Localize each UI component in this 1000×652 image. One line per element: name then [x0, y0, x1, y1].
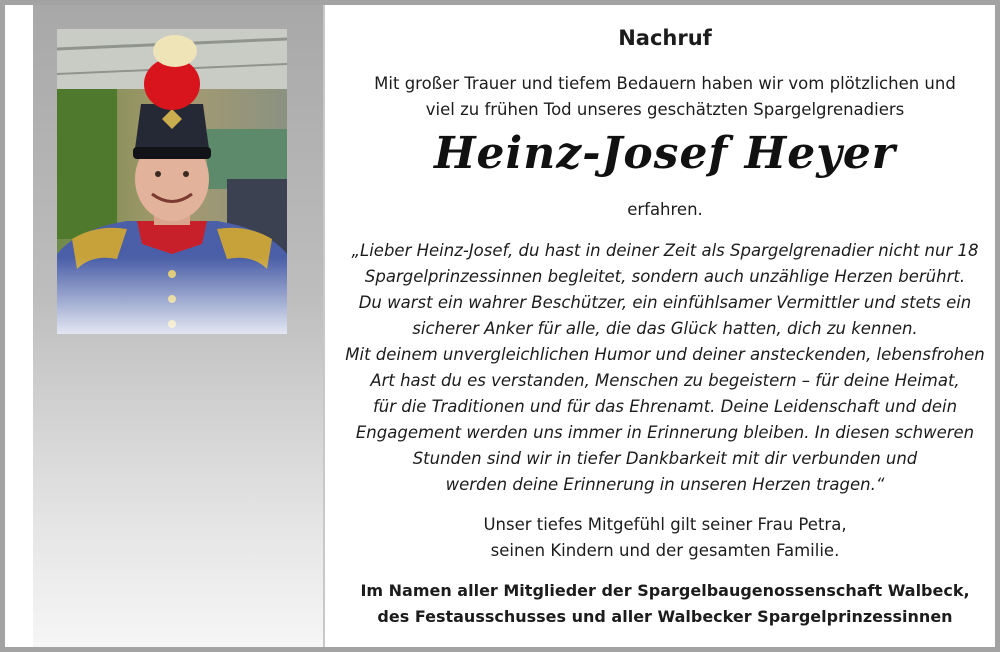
signature-line: Im Namen aller Mitglieder der Spargelbaugenossenschaft Walbeck,: [360, 581, 970, 600]
intro-line: viel zu frühen Tod unseres geschätzten Spargelgrenadiers: [425, 100, 905, 119]
sympathy-paragraph: [330, 512, 1000, 564]
quote-line: sicherer Anker für alle, die das Glück hatten, dich zu kennen.: [412, 319, 918, 338]
quote-line: Engagement werden uns immer in Erinnerung bleiben. In diesen schweren: [355, 423, 975, 442]
quote-line: Spargelprinzessinnen begleitet, sondern auch unzählige Herzen berührt.: [364, 267, 966, 286]
intro-line: Mit großer Trauer und tiefem Bedauern haben wir vom plötzlichen und: [374, 74, 956, 93]
sympathy-line: Unser tiefes Mitgefühl gilt seiner Frau Petra,: [483, 515, 847, 534]
quote-line: „Lieber Heinz-Josef, du hast in deiner Zeit als Spargelgrenadier nicht nur 18: [351, 241, 979, 260]
after-name-text: erfahren.: [627, 200, 703, 219]
quote-line: Mit deinem unvergleichlichen Humor und deiner ansteckenden, lebensfrohen: [345, 345, 985, 364]
quote-line: Art hast du es verstanden, Menschen zu begeistern – für deine Heimat,: [370, 371, 960, 390]
tribute-quote: [330, 238, 1000, 498]
deceased-name: Heinz-Josef Heyer: [433, 128, 896, 179]
panel-divider: [323, 5, 325, 647]
notice-heading: Nachruf: [618, 26, 712, 50]
signature-line: des Festausschusses und aller Walbecker Spargelprinzessinnen: [377, 607, 953, 626]
obituary-text: [330, 0, 1000, 652]
intro-paragraph: [330, 71, 1000, 123]
portrait-illustration: [57, 29, 287, 334]
signature-block: [330, 578, 1000, 630]
quote-line: Stunden sind wir in tiefer Dankbarkeit mit dir verbunden und: [412, 449, 918, 468]
quote-line: für die Traditionen und für das Ehrenamt. Deine Leidenschaft und dein: [372, 397, 958, 416]
sympathy-line: seinen Kindern und der gesamten Familie.: [490, 541, 840, 560]
quote-line: werden deine Erinnerung in unseren Herzen tragen.“: [445, 475, 885, 494]
portrait-photo: [57, 29, 287, 334]
quote-line: Du warst ein wahrer Beschützer, ein einfühlsamer Vermittler und stets ein: [358, 293, 972, 312]
